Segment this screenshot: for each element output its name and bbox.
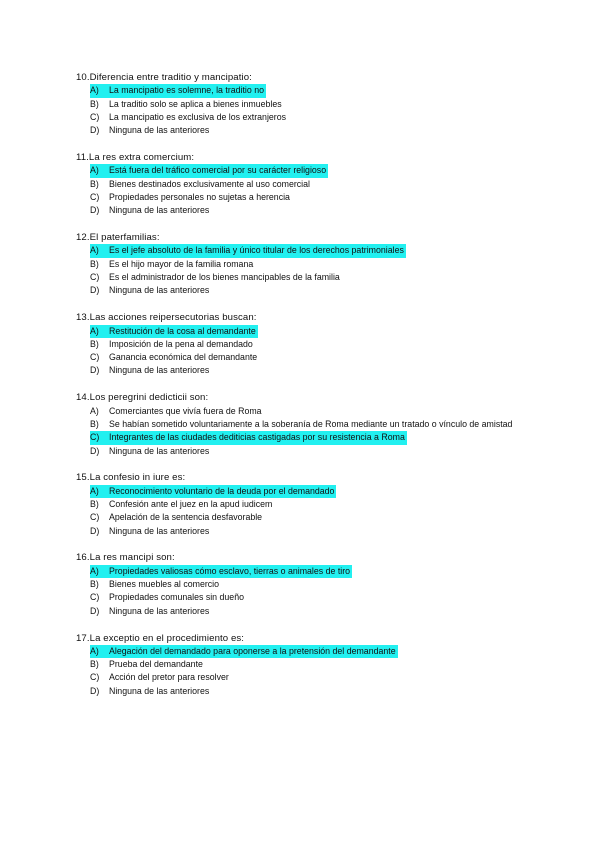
answer-option [76,511,536,524]
option-letter: D) [90,445,100,456]
option-letter: C) [90,191,100,202]
option-letter: B) [90,579,99,590]
answer-option [76,351,536,364]
option-text: Imposición de la pena al demandado [109,338,253,349]
answer-option [76,204,536,217]
question-title: 17.La exceptio en el procedimiento es: [76,632,245,644]
option-text: Reconocimiento voluntario de la deuda por el demandado [109,485,336,498]
answer-option-highlighted [76,645,536,658]
option-text: Ganancia económica del demandante [109,352,258,363]
option-letter: C) [90,272,100,283]
option-letter: D) [90,285,100,296]
question-title: 15.La confesio in iure es: [76,472,186,484]
option-letter: A) [90,325,109,338]
answer-option [76,98,536,111]
option-letter: B) [90,98,99,109]
option-letter: D) [90,205,100,216]
option-text: Propiedades valiosas cómo esclavo, tierras o animales de tiro [109,565,352,578]
option-letter: C) [90,672,100,683]
option-letter: C) [90,352,100,363]
answer-option [76,671,536,684]
question-block [76,391,536,457]
question-block [76,551,536,617]
option-letter: A) [90,565,109,578]
option-text: Acción del pretor para resolver [109,672,229,683]
option-letter: D) [90,525,100,536]
option-text: Alegación del demandado para oponerse a la pretensión del demandante [109,645,398,658]
answer-option [76,685,536,698]
answer-option [76,405,536,418]
option-letter: D) [90,365,100,376]
answer-option-highlighted [76,325,536,338]
option-text: Es el administrador de los bienes mancipables de la familia [109,272,340,283]
answer-option [76,284,536,297]
answer-option [76,258,536,271]
option-text: Ninguna de las anteriores [109,445,210,456]
question-title: 13.Las acciones reipersecutorias buscan: [76,312,257,324]
answer-option [76,191,536,204]
answer-option [76,271,536,284]
question-block [76,231,536,297]
answer-option [76,605,536,618]
option-text: Está fuera del tráfico comercial por su carácter religioso [109,164,328,177]
answer-option [76,445,536,458]
option-letter: A) [90,244,109,257]
option-letter: B) [90,418,99,429]
option-text: Ninguna de las anteriores [109,365,210,376]
option-text: Confesión ante el juez en la apud iudicem [109,498,273,509]
option-letter: B) [90,178,99,189]
question-title: 10.Diferencia entre traditio y mancipatio: [76,72,252,83]
option-text: Se habían sometido voluntariamente a la soberanía de Roma mediante un tratado o vínculo de amistad [109,418,513,429]
answer-option [76,111,536,124]
option-letter: B) [90,498,99,509]
option-text: Bienes destinados exclusivamente al uso comercial [109,178,310,189]
option-text: Integrantes de las ciudades dediticias castigadas por su resistencia a Roma [109,431,407,444]
question-block [76,311,536,377]
option-text: Es el hijo mayor de la familia romana [109,258,254,269]
question-title: 12.El paterfamilias: [76,232,160,244]
question-block [76,471,536,537]
option-letter: B) [90,659,99,670]
answer-option-highlighted [76,244,536,257]
option-letter: D) [90,605,100,616]
option-text: Bienes muebles al comercio [109,579,220,590]
option-text: Ninguna de las anteriores [109,285,210,296]
option-text: Ninguna de las anteriores [109,525,210,536]
answer-option [76,124,536,137]
question-title: 11.La res extra comercium: [76,152,195,164]
question-block [76,71,536,137]
answer-option [76,338,536,351]
option-letter: B) [90,258,99,269]
option-text: Es el jefe absoluto de la familia y único titular de los derechos patrimoniales [109,244,406,257]
answer-option [76,418,536,431]
option-text: Restitución de la cosa al demandante [109,325,258,338]
question-title: 14.Los peregrini dedicticii son: [76,392,209,404]
option-letter: C) [90,512,100,523]
option-letter: C) [90,111,100,122]
option-text: La mancipatio es exclusiva de los extranjeros [109,111,287,122]
option-text: Apelación de la sentencia desfavorable [109,512,263,523]
option-letter: C) [90,431,109,444]
option-letter: A) [90,84,109,97]
answer-option-highlighted [76,431,536,444]
answer-option [76,591,536,604]
answer-option [76,364,536,377]
option-text: Ninguna de las anteriores [109,685,210,696]
option-text: Propiedades comunales sin dueño [109,592,244,603]
answer-option [76,178,536,191]
question-block [76,151,536,217]
answer-option [76,525,536,538]
option-text: Comerciantes que vivía fuera de Roma [109,405,262,416]
answer-option [76,658,536,671]
answer-option [76,578,536,591]
question-list [76,71,536,712]
option-letter: D) [90,125,100,136]
option-text: La traditio solo se aplica a bienes inmuebles [109,98,282,109]
question-block [76,632,536,698]
option-text: Ninguna de las anteriores [109,205,210,216]
answer-option [76,498,536,511]
option-letter: C) [90,592,100,603]
option-text: Propiedades personales no sujetas a herencia [109,191,290,202]
answer-option-highlighted [76,164,536,177]
option-text: Ninguna de las anteriores [109,125,210,136]
option-letter: A) [90,485,109,498]
option-text: La mancipatio es solemne, la traditio no [109,84,266,97]
option-text: Ninguna de las anteriores [109,605,210,616]
question-title: 16.La res mancipi son: [76,552,175,564]
answer-option-highlighted [76,84,536,97]
option-letter: D) [90,685,100,696]
option-text: Prueba del demandante [109,659,203,670]
option-letter: A) [90,164,109,177]
option-letter: A) [90,405,99,416]
answer-option-highlighted [76,565,536,578]
answer-option-highlighted [76,485,536,498]
option-letter: B) [90,338,99,349]
option-letter: A) [90,645,109,658]
